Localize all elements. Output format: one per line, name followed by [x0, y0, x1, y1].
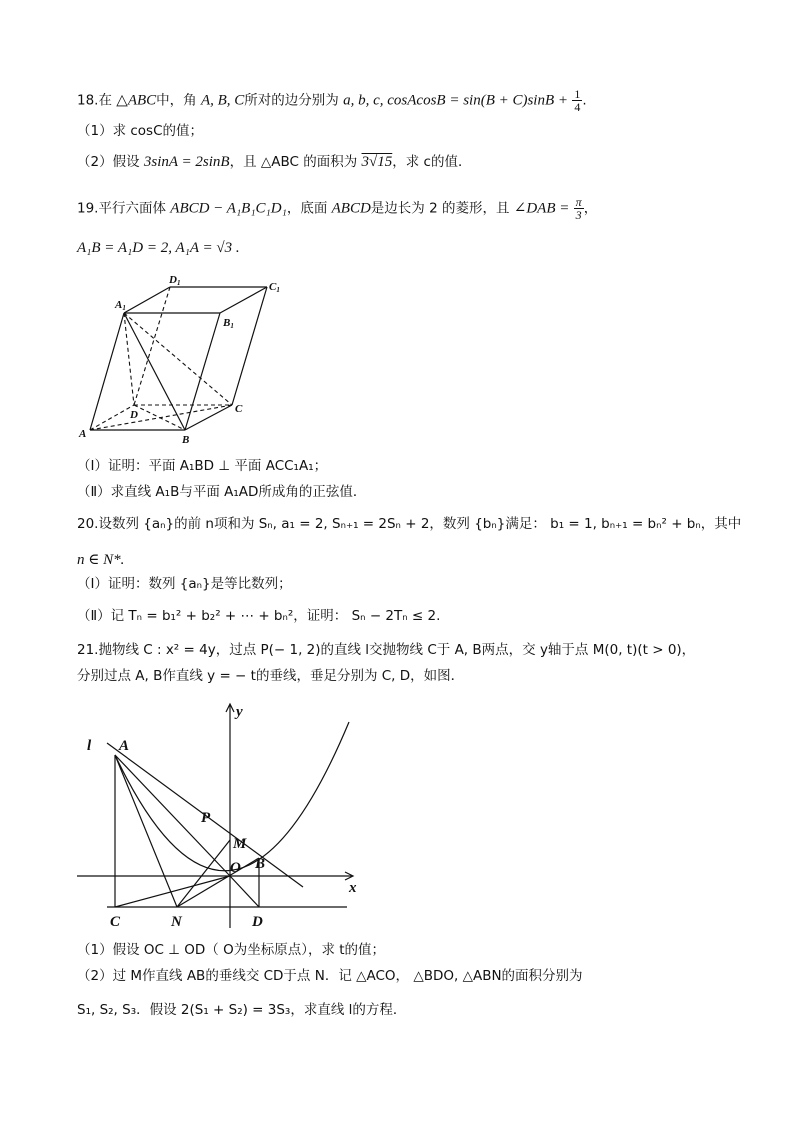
q18-stem: 18.在 △ABC中，角 A, B, C所对的边分别为 a, b, c, cosAcosB = sin(B + C)sinB + $\frac{1}{4}$ . [77, 87, 587, 114]
label-y: y [236, 704, 243, 720]
label-M: M [233, 836, 247, 852]
q19-stem: 19.平行六面体 ABCD − A₁B₁C₁D₁，底面 ABCD是边长为 2 的菱形，且 ∠DAB = $\frac{\pi}{3}$ ， [77, 195, 598, 222]
label-B1: B1 [223, 317, 234, 330]
label-A: A [79, 428, 87, 440]
label-O: O [230, 860, 241, 876]
label-C: C [110, 914, 121, 930]
label-x: x [349, 880, 357, 896]
q21-stem: 21.抛物线 C : x² = 4y，过点 P(− 1, 2)的直线 l交抛物线 C于 A, B两点，交 y轴于点 M(0, t)(t > 0)， [77, 642, 696, 658]
q19-part2: （Ⅱ）求直线 A₁B与平面 A₁AD所成角的正弦值． [77, 484, 367, 500]
q21-part2: （2）过 M作直线 AB的垂线交 CD于点 N．记 △ACO， △BDO, △ABN的面积分别为 [77, 968, 583, 984]
label-l: l [87, 738, 92, 754]
label-D: D [130, 409, 138, 421]
q20-stem: 20.设数列 {aₙ}的前 n项和为 Sₙ, a₁ = 2, Sₙ₊₁ = 2Sₙ + 2，数列 {bₙ}满足： b₁ = 1, bₙ₊₁ = bₙ² + bₙ，其中 [77, 516, 742, 532]
label-D: D [252, 914, 263, 930]
q19-part1: （Ⅰ）证明：平面 A₁BD ⊥ 平面 ACC₁A₁； [77, 458, 328, 474]
label-P: P [201, 810, 211, 826]
label-B: B [182, 434, 190, 446]
q18-part2: （2）假设 3sinA = 2sinB，且 △ABC 的面积为 3√15，求 c的值． [77, 154, 472, 170]
q20-stem-2: n ∈ N*. [77, 552, 125, 568]
parabola-figure [77, 700, 377, 932]
q21-part2-cont: S₁, S₂, S₃．假设 2(S₁ + S₂) = 3S₃，求直线 l的方程． [77, 1002, 407, 1018]
q19-conditions: A₁B = A₁D = 2, A₁A = √3 . [77, 240, 240, 256]
q20-part2: （Ⅱ）记 Tₙ = b₁² + b₂² + ⋯ + bₙ²，证明： Sₙ − 2Tₙ ≤ 2. [77, 608, 441, 624]
parallelepiped-figure [77, 272, 287, 448]
q21-stem-2: 分别过点 A, B作直线 y = − t的垂线，垂足分别为 C, D，如图． [77, 668, 465, 684]
label-A1: A1 [115, 299, 126, 312]
label-A: A [119, 738, 130, 754]
label-C1: C1 [269, 281, 280, 294]
label-C: C [235, 403, 243, 415]
q20-part1: （Ⅰ）证明：数列 {aₙ}是等比数列； [77, 576, 292, 592]
q21-part1: （1）假设 OC ⊥ OD（ O为坐标原点），求 t的值； [77, 942, 386, 958]
label-B: B [255, 856, 266, 872]
q18-part1: （1）求 cosC的值； [77, 123, 204, 139]
fraction: $\frac{\pi}{3}$ [575, 195, 582, 222]
label-D1: D1 [169, 274, 181, 287]
fraction: $\frac{1}{4}$ [574, 87, 581, 114]
label-N: N [171, 914, 182, 930]
